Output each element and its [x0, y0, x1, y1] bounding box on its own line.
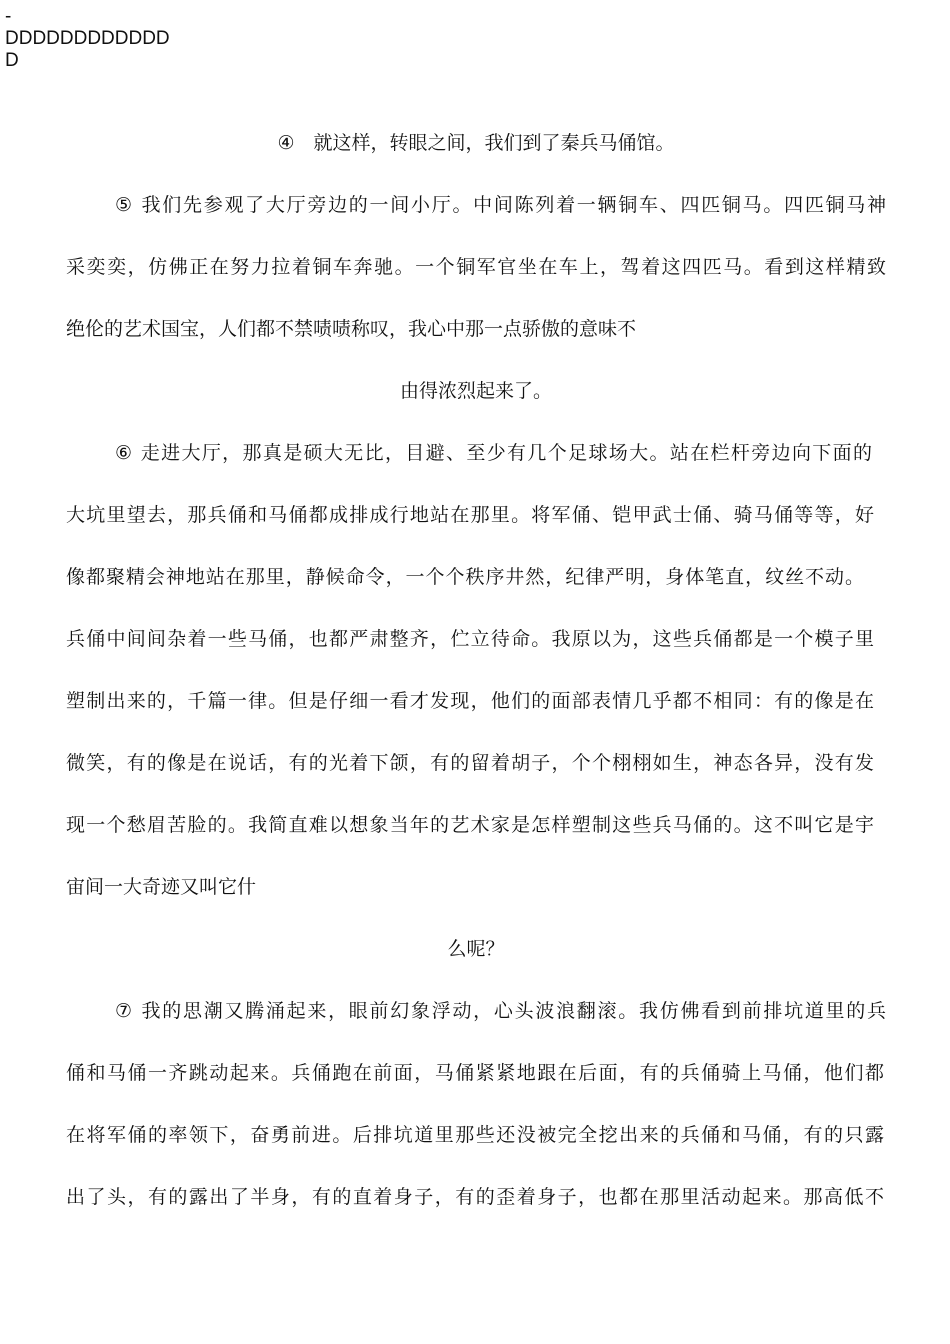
paragraph-6-line-4: 兵俑中间间杂着一些马俑，也都严肃整齐，伫立待命。我原以为，这些兵俑都是一个模子里	[66, 628, 874, 650]
paragraph-5-line-1: ⑤ 我们先参观了大厅旁边的一间小厅。中间陈列着一辆铜车、四匹铜马。四匹铜马神	[115, 194, 886, 216]
paragraph-6-line-7: 现一个愁眉苦脸的。我简直难以想象当年的艺术家是怎样塑制这些兵马俑的。这不叫它是宇	[66, 814, 874, 836]
header-line-2: DDDDDDDDDDDD	[5, 28, 170, 49]
paragraph-6-line-2: 大坑里望去，那兵俑和马俑都成排成行地站在那里。将军俑、铠甲武士俑、骑马俑等等，好	[66, 504, 874, 526]
paragraph-5-line-4: 由得浓烈起来了。	[399, 380, 552, 402]
paragraph-6-line-1: ⑥ 走进大厅，那真是硕大无比，目避、至少有几个足球场大。站在栏杆旁边向下面的	[115, 442, 872, 464]
paragraph-4-line-1: ④ 就这样，转眼之间，我们到了秦兵马俑馆。	[277, 132, 675, 154]
paragraph-7-line-3: 在将军俑的率领下，奋勇前进。后排坑道里那些还没被完全挖出来的兵俑和马俑，有的只露	[66, 1124, 884, 1146]
paragraph-6-line-3: 像都聚精会神地站在那里，静候命令，一个个秩序井然，纪律严明，身体笔直，纹丝不动。	[66, 566, 864, 588]
paragraph-6-line-6: 微笑，有的像是在说话，有的光着下颌，有的留着胡子，个个栩栩如生，神态各异，没有发	[66, 752, 874, 774]
paragraph-5-line-3: 绝伦的艺术国宝，人们都不禁啧啧称叹，我心中那一点骄傲的意味不	[66, 318, 637, 340]
paragraph-6-line-9: 么呢？	[447, 938, 505, 960]
paragraph-7-line-2: 俑和马俑一齐跳动起来。兵俑跑在前面，马俑紧紧地跟在后面，有的兵俑骑上马俑，他们都	[66, 1062, 884, 1084]
paragraph-6-line-8: 宙间一大奇迹又叫它什	[66, 876, 257, 898]
header-line-1: -	[5, 6, 12, 27]
paragraph-7-line-4: 出了头，有的露出了半身，有的直着身子，有的歪着身子，也都在那里活动起来。那高低不	[66, 1186, 884, 1208]
page-header-marks	[5, 6, 170, 72]
header-line-3: D	[5, 50, 19, 71]
paragraph-7-line-1: ⑦ 我的思潮又腾涌起来，眼前幻象浮动，心头波浪翻滚。我仿佛看到前排坑道里的兵	[115, 1000, 886, 1022]
paragraph-5-line-2: 采奕奕，仿佛正在努力拉着铜车奔驰。一个铜军官坐在车上，驾着这四匹马。看到这样精致	[66, 256, 886, 278]
paragraph-6-line-5: 塑制出来的，千篇一律。但是仔细一看才发现，他们的面部表情几乎都不相同：有的像是在	[66, 690, 874, 712]
